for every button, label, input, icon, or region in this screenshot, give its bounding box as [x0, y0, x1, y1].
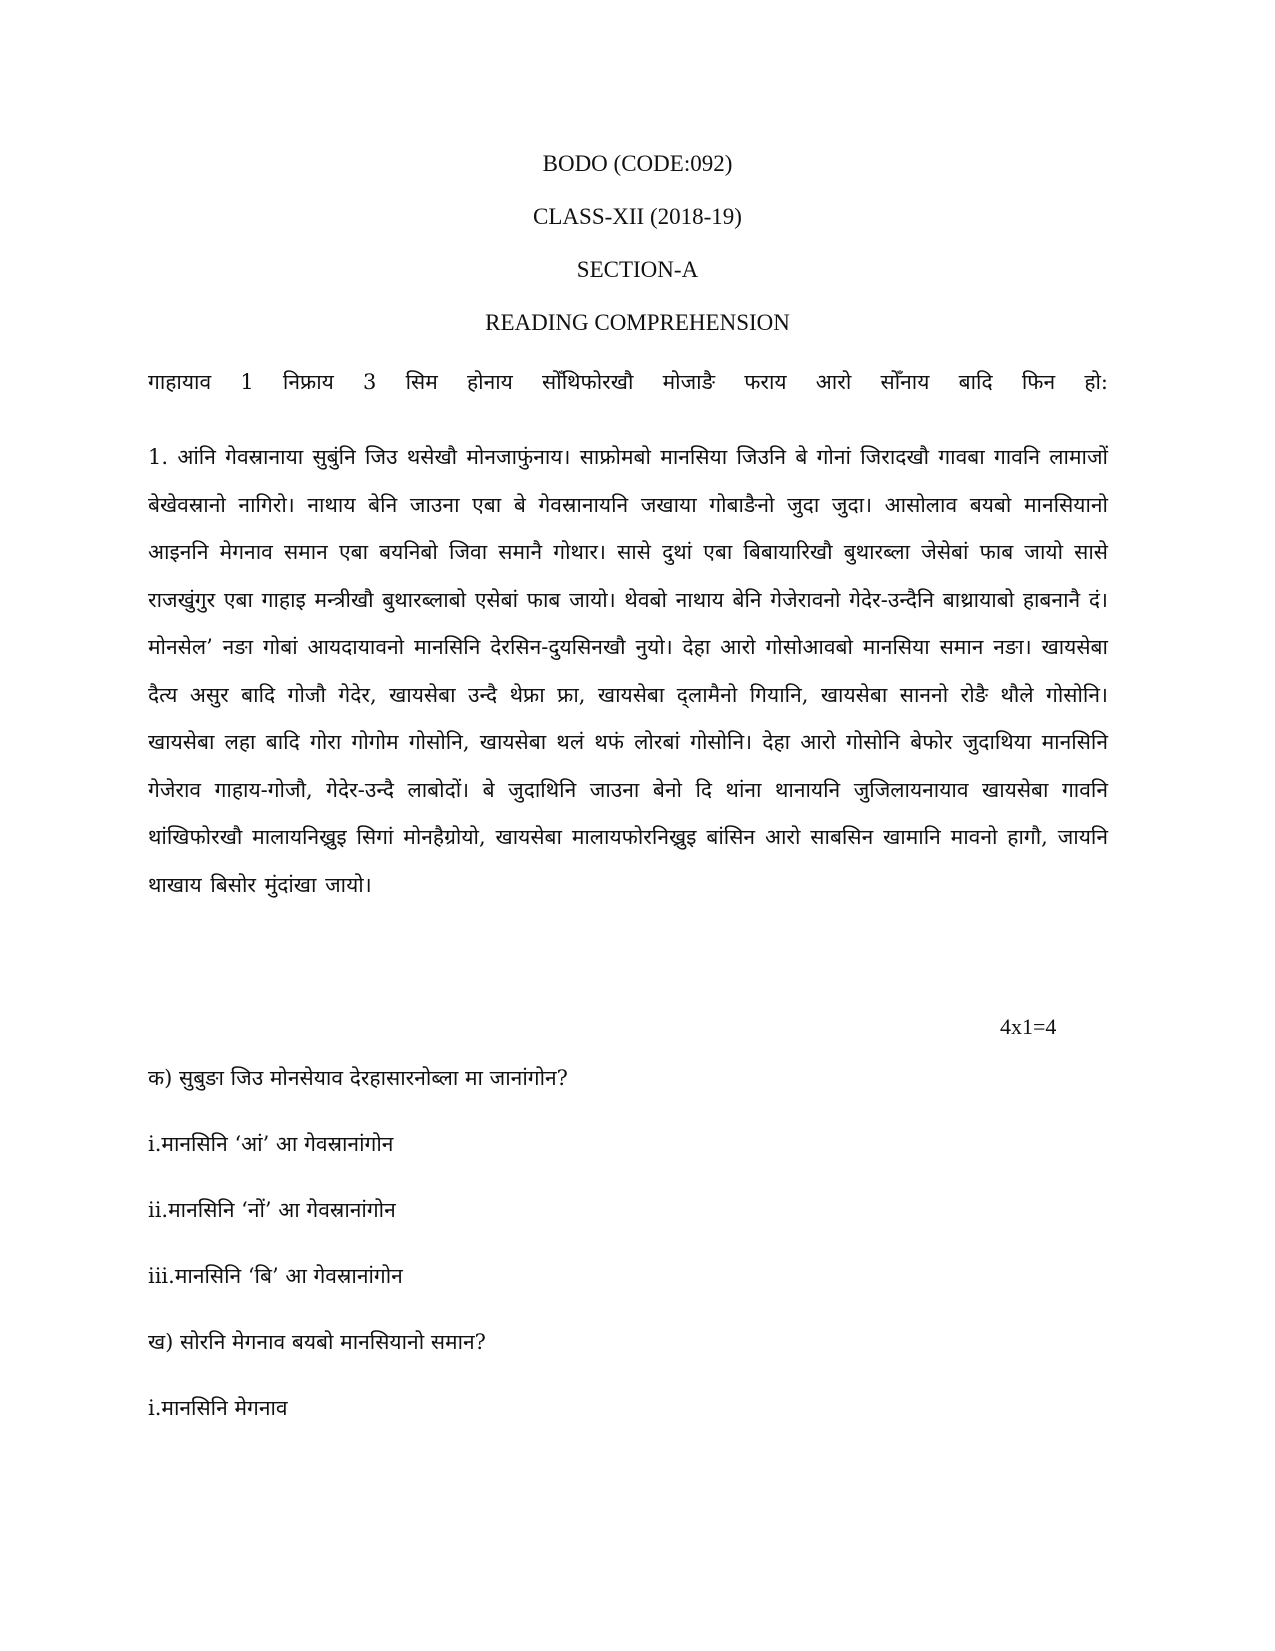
question-kha: ख) सोरनि मेगनाव बयबो मानसियानो समान?	[148, 1330, 486, 1354]
marks-allocation: 4x1=4	[1000, 1014, 1057, 1039]
question-ka: क) सुबुङा जिउ मोनसेयाव देरहासारनोब्ला मा जानांगोन?	[148, 1066, 568, 1090]
section-heading: SECTION-A	[576, 257, 699, 282]
question-ka-option-1: i.मानसिनि ‘आं’ आ गेवस्रानांगोन	[148, 1132, 394, 1156]
class-heading: CLASS-XII (2018-19)	[533, 204, 742, 229]
instruction-text: गाहायाव 1 निफ्राय 3 सिम होनाय सोँथिफोरखौ मोजाङै फराय आरो सोँनाय बादि फिन हो:	[148, 370, 1108, 394]
reading-comprehension-heading: READING COMPREHENSION	[485, 310, 790, 335]
comprehension-passage: 1. आंनि गेवस्रानाया सुबुंनि जिउ थसेखौ मोनजाफुंनाय। साफ्रोमबो मानसिया जिउनि बे गोनां जिरादखौ गावबा गावनि लामाजों बेखेवस्रानो नागिरो। नाथाय बेनि जाउना एबा बे गेवस्रानायनि जखाया गोबाङैनो जुदा जुदा। आसोलाव बयबो मानसियानो आइननि मेगनाव समान एबा बयनिबो जिवा समानै गोथार। सासे दुथां एबा बिबायारिखौ बुथारब्ला जेसेबां फाब जायो सासे राजखुंगुर एबा गाहाइ मन्त्रीखौ बुथारब्लाबो एसेबां फाब जायो। थेवबो नाथाय बेनि गेजेरावनो गेदेर-उन्दैनि बाथ्रायाबो हाबनानै दं। मोनसेल’ नङा गोबां आयदायावनो मानसिनि देरसिन-दुयसिनखौ नुयो। देहा आरो गोसोआवबो मानसिया समान नङा। खायसेबा दैत्य असुर बादि गोजौ गेदेर, खायसेबा उन्दै थेफ्रा फ्रा, खायसेबा द्लामैनो गियानि, खायसेबा साननो रोङै थौले गोसोनि। खायसेबा लहा बादि गोरा गोगोम गोसोनि, खायसेबा थलं थफं लोरबां गोसोनि। देहा आरो गोसोनि बेफोर जुदाथिया मानसिनि गेजेराव गाहाय-गोजौ, गेदेर-उन्दै लाबोदों। बे जुदाथिनि जाउना बेनो दि थांना थानायनि जुजिलायनायाव खायसेबा गावनि थांखिफोरखौ मालायनिख्रुइ सिगां मोनहैग्रोयो, खायसेबा मालायफोरनिख्रुइ बांसिन आरो साबसिन खामानि मावनो हागौ, जायनि थाखाय बिसोर मुंदांखा जायो।	[148, 445, 1108, 897]
question-kha-option-1: i.मानसिनि मेगनाव	[148, 1396, 288, 1420]
subject-code-heading: BODO (CODE:092)	[542, 151, 733, 176]
question-ka-option-2: ii.मानसिनि ‘नों’ आ गेवस्रानांगोन	[148, 1198, 396, 1222]
question-ka-option-3: iii.मानसिनि ‘बि’ आ गेवस्रानांगोन	[148, 1264, 403, 1288]
